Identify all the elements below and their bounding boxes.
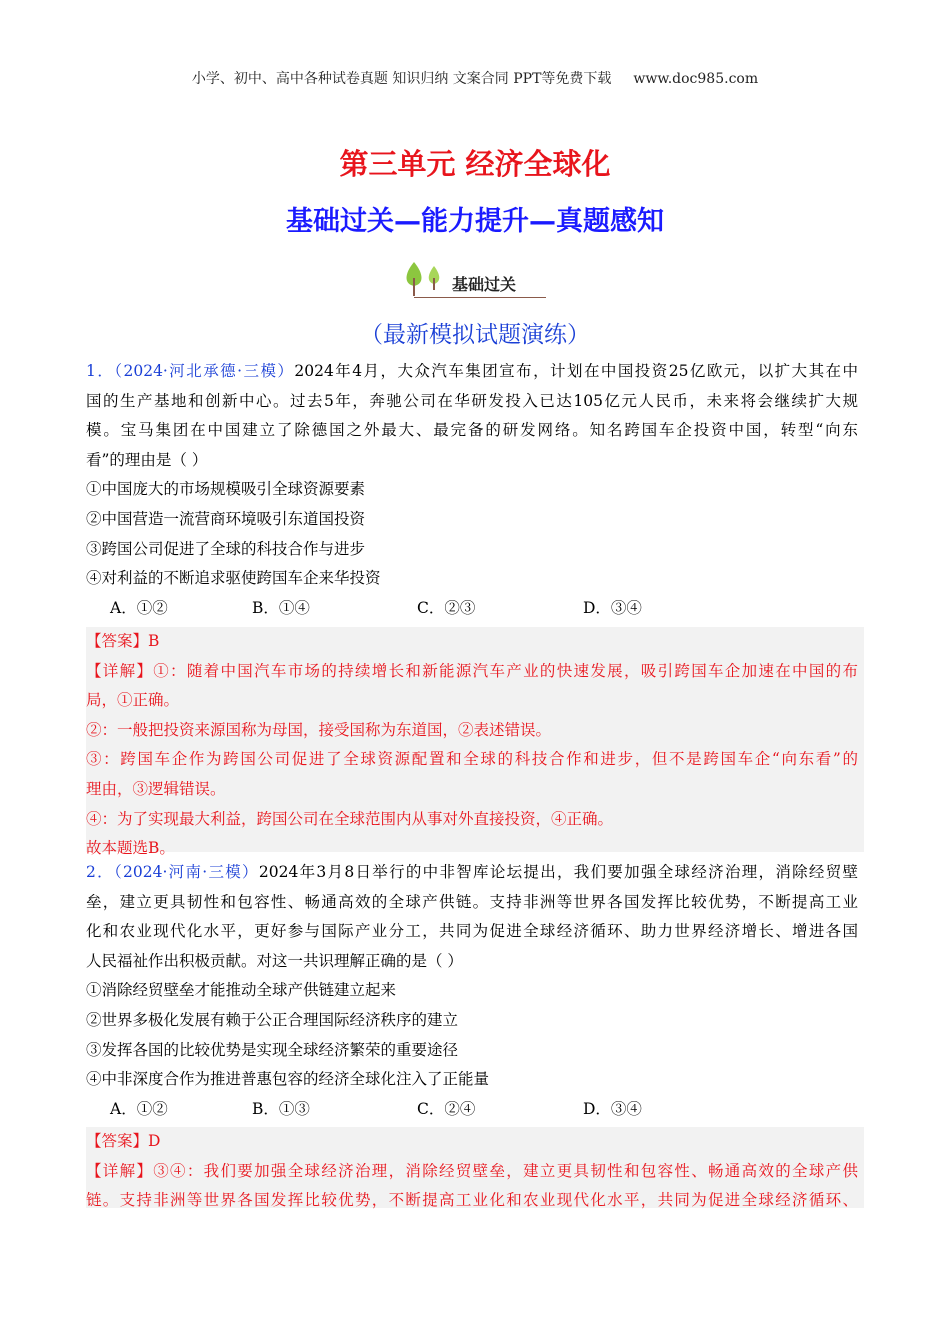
- statement-item: ③跨国公司促进了全球的科技合作与进步: [86, 539, 366, 558]
- question-line: 1．（2024·河北承德·三模）2024年4月，大众汽车集团宣布，计划在中国投资25亿欧元，以扩大其在中: [86, 362, 858, 380]
- statement-item: ①中国庞大的市场规模吸引全球资源要素: [86, 480, 366, 499]
- question-line: 人民福祉作出积极贡献。对这一共识理解正确的是（ ）: [86, 951, 463, 970]
- question-source: （2024·河南·三模）: [113, 863, 259, 881]
- explanation-line: 理由，③逻辑错误。: [86, 779, 226, 798]
- explanation-line: 链。支持非洲等世界各国发挥比较优势，不断提高工业化和农业现代化水平，共同为促进全球经济循环、: [86, 1191, 858, 1210]
- badge-label: 基础过关: [452, 275, 517, 294]
- question-line: 2．（2024·河南·三模）2024年3月8日举行的中非智库论坛提出，我们要加强全球经济治理，消除经贸壁: [86, 863, 858, 881]
- page-header: [0, 68, 950, 88]
- choice-c[interactable]: C．②③: [417, 598, 476, 617]
- question-line: 国的生产基地和创新中心。过去5年，奔驰公司在华研发投入已达105亿元人民币，未来将会继续扩大规: [86, 391, 858, 410]
- explanation-line: 故本题选B。: [86, 839, 175, 858]
- header-url[interactable]: www.doc985.com: [633, 71, 759, 87]
- choice-a[interactable]: A．①②: [110, 1099, 168, 1118]
- question-line: 化和农业现代化水平，更好参与国际产业分工，共同为促进全球经济循环、助力世界经济增长、增进各国: [86, 922, 858, 941]
- question-2: [86, 858, 858, 1124]
- question-1: [86, 357, 858, 623]
- unit-subtitle: 基础过关—能力提升—真题感知: [286, 206, 664, 237]
- answer: 【答案】B: [86, 632, 160, 650]
- section-heading: （最新模拟试题演练）: [360, 322, 590, 348]
- choice-d[interactable]: D．③④: [583, 1099, 642, 1118]
- question-line: 模。宝马集团在中国建立了除德国之外最大、最完备的研发网络。知名跨国车企投资中国，转型“向东: [86, 421, 858, 440]
- statement-item: ②世界多极化发展有赖于公正合理国际经济秩序的建立: [86, 1010, 459, 1029]
- explanation-line: ②：一般把投资来源国称为母国，接受国称为东道国，②表述错误。: [86, 720, 552, 739]
- choice-d[interactable]: D．③④: [583, 598, 642, 617]
- question-source: （2024·河北承德·三模）: [114, 362, 295, 380]
- choice-c[interactable]: C．②④: [417, 1099, 476, 1118]
- answer-box-1: [86, 627, 864, 858]
- choice-b[interactable]: B．①③: [252, 1099, 310, 1118]
- question-line: 看”的理由是（ ）: [86, 450, 208, 469]
- statement-item: ②中国营造一流营商环境吸引东道国投资: [86, 509, 366, 528]
- answer: 【答案】D: [86, 1132, 161, 1150]
- answer-choices: [86, 594, 858, 624]
- answer-choices: [86, 1095, 858, 1125]
- header-text: 小学、初中、高中各种试卷真题 知识归纳 文案合同 PPT等免费下载: [191, 71, 612, 87]
- statement-item: ④对利益的不断追求驱使跨国车企来华投资: [86, 569, 381, 588]
- badge-underline: [414, 297, 546, 299]
- statement-item: ④中非深度合作为推进普惠包容的经济全球化注入了正能量: [86, 1070, 490, 1089]
- tree-icon: [400, 260, 446, 296]
- explanation-line: ④：为了实现最大利益，跨国公司在全球范围内从事对外直接投资，④正确。: [86, 809, 614, 828]
- explanation-line: ③：跨国车企作为跨国公司促进了全球资源配置和全球的科技合作和进步，但不是跨国车企“向东看”的: [86, 750, 858, 769]
- choice-b[interactable]: B．①④: [252, 598, 310, 617]
- choice-a[interactable]: A．①②: [110, 598, 168, 617]
- explanation-line: 【详解】③④：我们要加强全球经济治理，消除经贸壁垒，建立更具韧性和包容性、畅通高效的全球产供: [86, 1161, 858, 1180]
- explanation-line: 【详解】①：随着中国汽车市场的持续增长和新能源汽车产业的快速发展，吸引跨国车企加速在中国的布: [86, 661, 858, 680]
- statement-item: ③发挥各国的比较优势是实现全球经济繁荣的重要途径: [86, 1040, 459, 1059]
- answer-box-2: [86, 1127, 864, 1208]
- question-line: 垒，建立更具韧性和包容性、畅通高效的全球产供链。支持非洲等世界各国发挥比较优势，不断提高工业: [86, 892, 858, 911]
- explanation-line: 局，①正确。: [86, 691, 180, 710]
- unit-title: 第三单元 经济全球化: [339, 147, 611, 181]
- section-badge: [400, 260, 546, 298]
- statement-item: ①消除经贸壁垒才能推动全球产供链建立起来: [86, 981, 397, 1000]
